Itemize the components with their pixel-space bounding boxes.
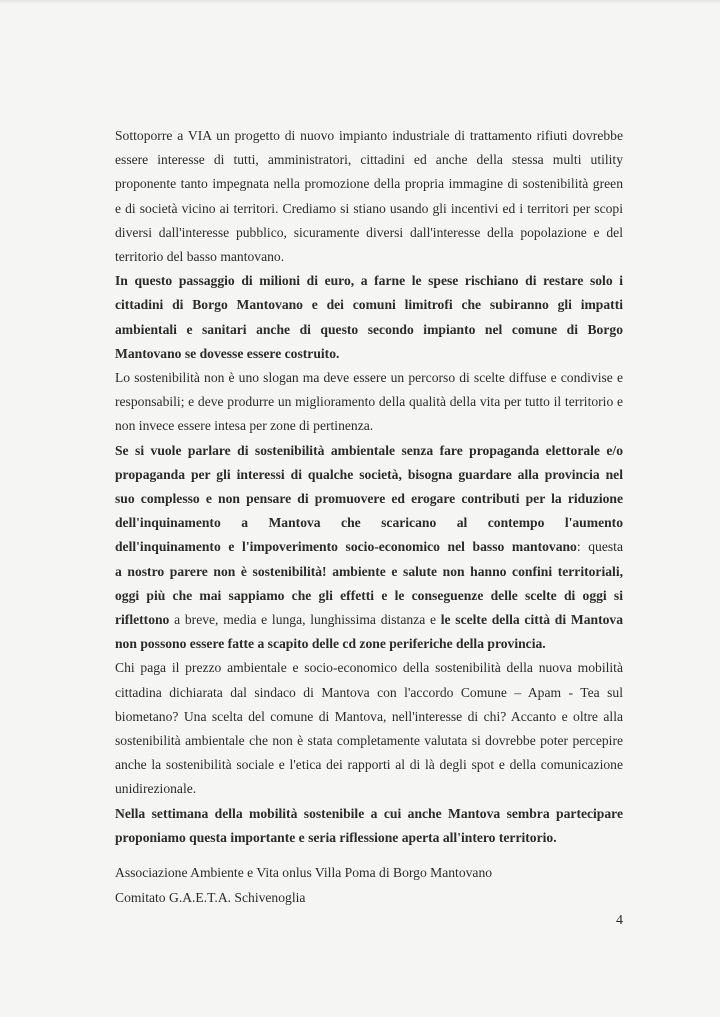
text-line: Chi paga il prezzo ambientale e socio-economico della sostenibilità della nuova mobilità <box>115 660 623 676</box>
paragraph-3 <box>115 366 623 439</box>
text-line <box>115 463 623 487</box>
paragraph-1 <box>115 124 623 269</box>
text-line: In questo passaggio di milioni di euro, a farne le spese rischiano di restare solo i <box>115 273 623 289</box>
text-line: proponente tanto impegnata nella promozione della propria immagine di sostenibilità green <box>115 176 623 192</box>
text-line <box>115 487 623 511</box>
text-line: biometano? Una scelta del comune di Mantova, nell'interesse di chi? Accanto e oltre alla <box>115 708 623 724</box>
signature-block <box>115 860 492 910</box>
text-line <box>115 584 623 608</box>
bold-run: le scelte della città di Mantova <box>440 612 623 628</box>
bold-run: dell'inquinamento e l'impoverimento socio-economico nel basso mantovano <box>115 539 577 555</box>
text-line <box>115 560 623 584</box>
text-line: cittadina dichiarata dal sindaco di Mantova con l'accordo Comune – Apam - Tea sul <box>115 684 623 700</box>
text-line: essere interesse di tutti, amministratori, cittadini ed anche della stessa multi utility <box>115 152 623 168</box>
paragraph-6-bold <box>115 802 623 850</box>
text-line: e di società vicino ai territori. Crediamo si stiano usando gli incentivi ed i territori per scopi <box>115 200 623 216</box>
text-line: responsabili; e deve produrre un miglioramento della qualità della vita per tutto il territorio e <box>115 394 623 410</box>
document-body <box>115 124 623 850</box>
text-line: unidirezionale. <box>115 781 197 797</box>
bold-run: a nostro parere non è sostenibilità! <box>115 563 333 579</box>
text-line <box>115 608 623 632</box>
text-line: cittadini di Borgo Mantovano e dei comuni limitrofi che subiranno gli impatti <box>115 297 623 313</box>
paragraph-5 <box>115 656 623 801</box>
paragraph-4-mixed <box>115 439 623 657</box>
text-line: sostenibilità ambientale che non è stata completamente valutata si dovrebbe poter percepire <box>115 733 623 749</box>
text-line: Nella settimana della mobilità sostenibile a cui anche Mantova sembra partecipare <box>115 805 623 821</box>
bold-run: ambiente e salute non hanno confini territoriali, <box>332 563 623 579</box>
text-line <box>115 632 623 656</box>
text-line: Sottoporre a VIA un progetto di nuovo impianto industriale di trattamento rifiuti dovrebbe <box>115 128 623 143</box>
text-line <box>115 535 623 559</box>
bold-run: oggi più che mai sappiamo che gli effetti e le conseguenze delle scelte di oggi si <box>115 587 623 603</box>
signature-association: Associazione Ambiente e Vita onlus Villa Poma di Borgo Mantovano <box>115 865 493 880</box>
text-line: ambientali e sanitari anche di questo secondo impianto nel comune di Borgo <box>115 321 623 337</box>
text-line <box>115 511 623 535</box>
bold-run: propaganda per gli interessi di qualche società, bisogna guardare alla provincia nel <box>115 466 623 482</box>
text-line: anche la sostenibilità sociale e l'etica dei rapporti al di là degli spot e della comunicazione <box>115 757 623 773</box>
text-line: Lo sostenibilità non è uno slogan ma deve essere un percorso di scelte diffuse e condivise e <box>115 370 623 386</box>
bold-run: dell'inquinamento a Mantova che scaricano al contempo l'aumento <box>115 515 623 531</box>
bold-run: Se si vuole parlare di sostenibilità ambientale senza fare propaganda elettorale e/o <box>115 442 623 458</box>
text-line <box>115 439 623 463</box>
text-line: proponiamo questa importante e seria riflessione aperta all'intero territorio. <box>115 829 557 845</box>
paragraph-2-bold <box>115 269 623 366</box>
regular-run: : questa <box>576 539 623 555</box>
signature-committee: Comitato G.A.E.T.A. Schivenoglia <box>115 890 306 905</box>
page-number: 4 <box>616 913 623 928</box>
text-line: territorio del basso mantovano. <box>115 249 285 265</box>
text-line: non invece essere intesa per zone di pertinenza. <box>115 418 374 434</box>
bold-run: riflettono <box>115 612 170 628</box>
bold-run: suo complesso e non pensare di promuovere ed erogare contributi per la riduzione <box>115 491 623 507</box>
text-line: Mantovano se dovesse essere costruito. <box>115 345 340 361</box>
regular-run: a breve, media e lunga, lunghissima distanza e <box>169 612 441 628</box>
page-top-edge <box>0 0 720 4</box>
bold-run: non possono essere fatte a scapito delle cd zone periferiche della provincia. <box>115 636 546 652</box>
text-line: diversi dall'interesse pubblico, sicuramente diversi dall'interesse della popolazione e del <box>115 224 623 240</box>
